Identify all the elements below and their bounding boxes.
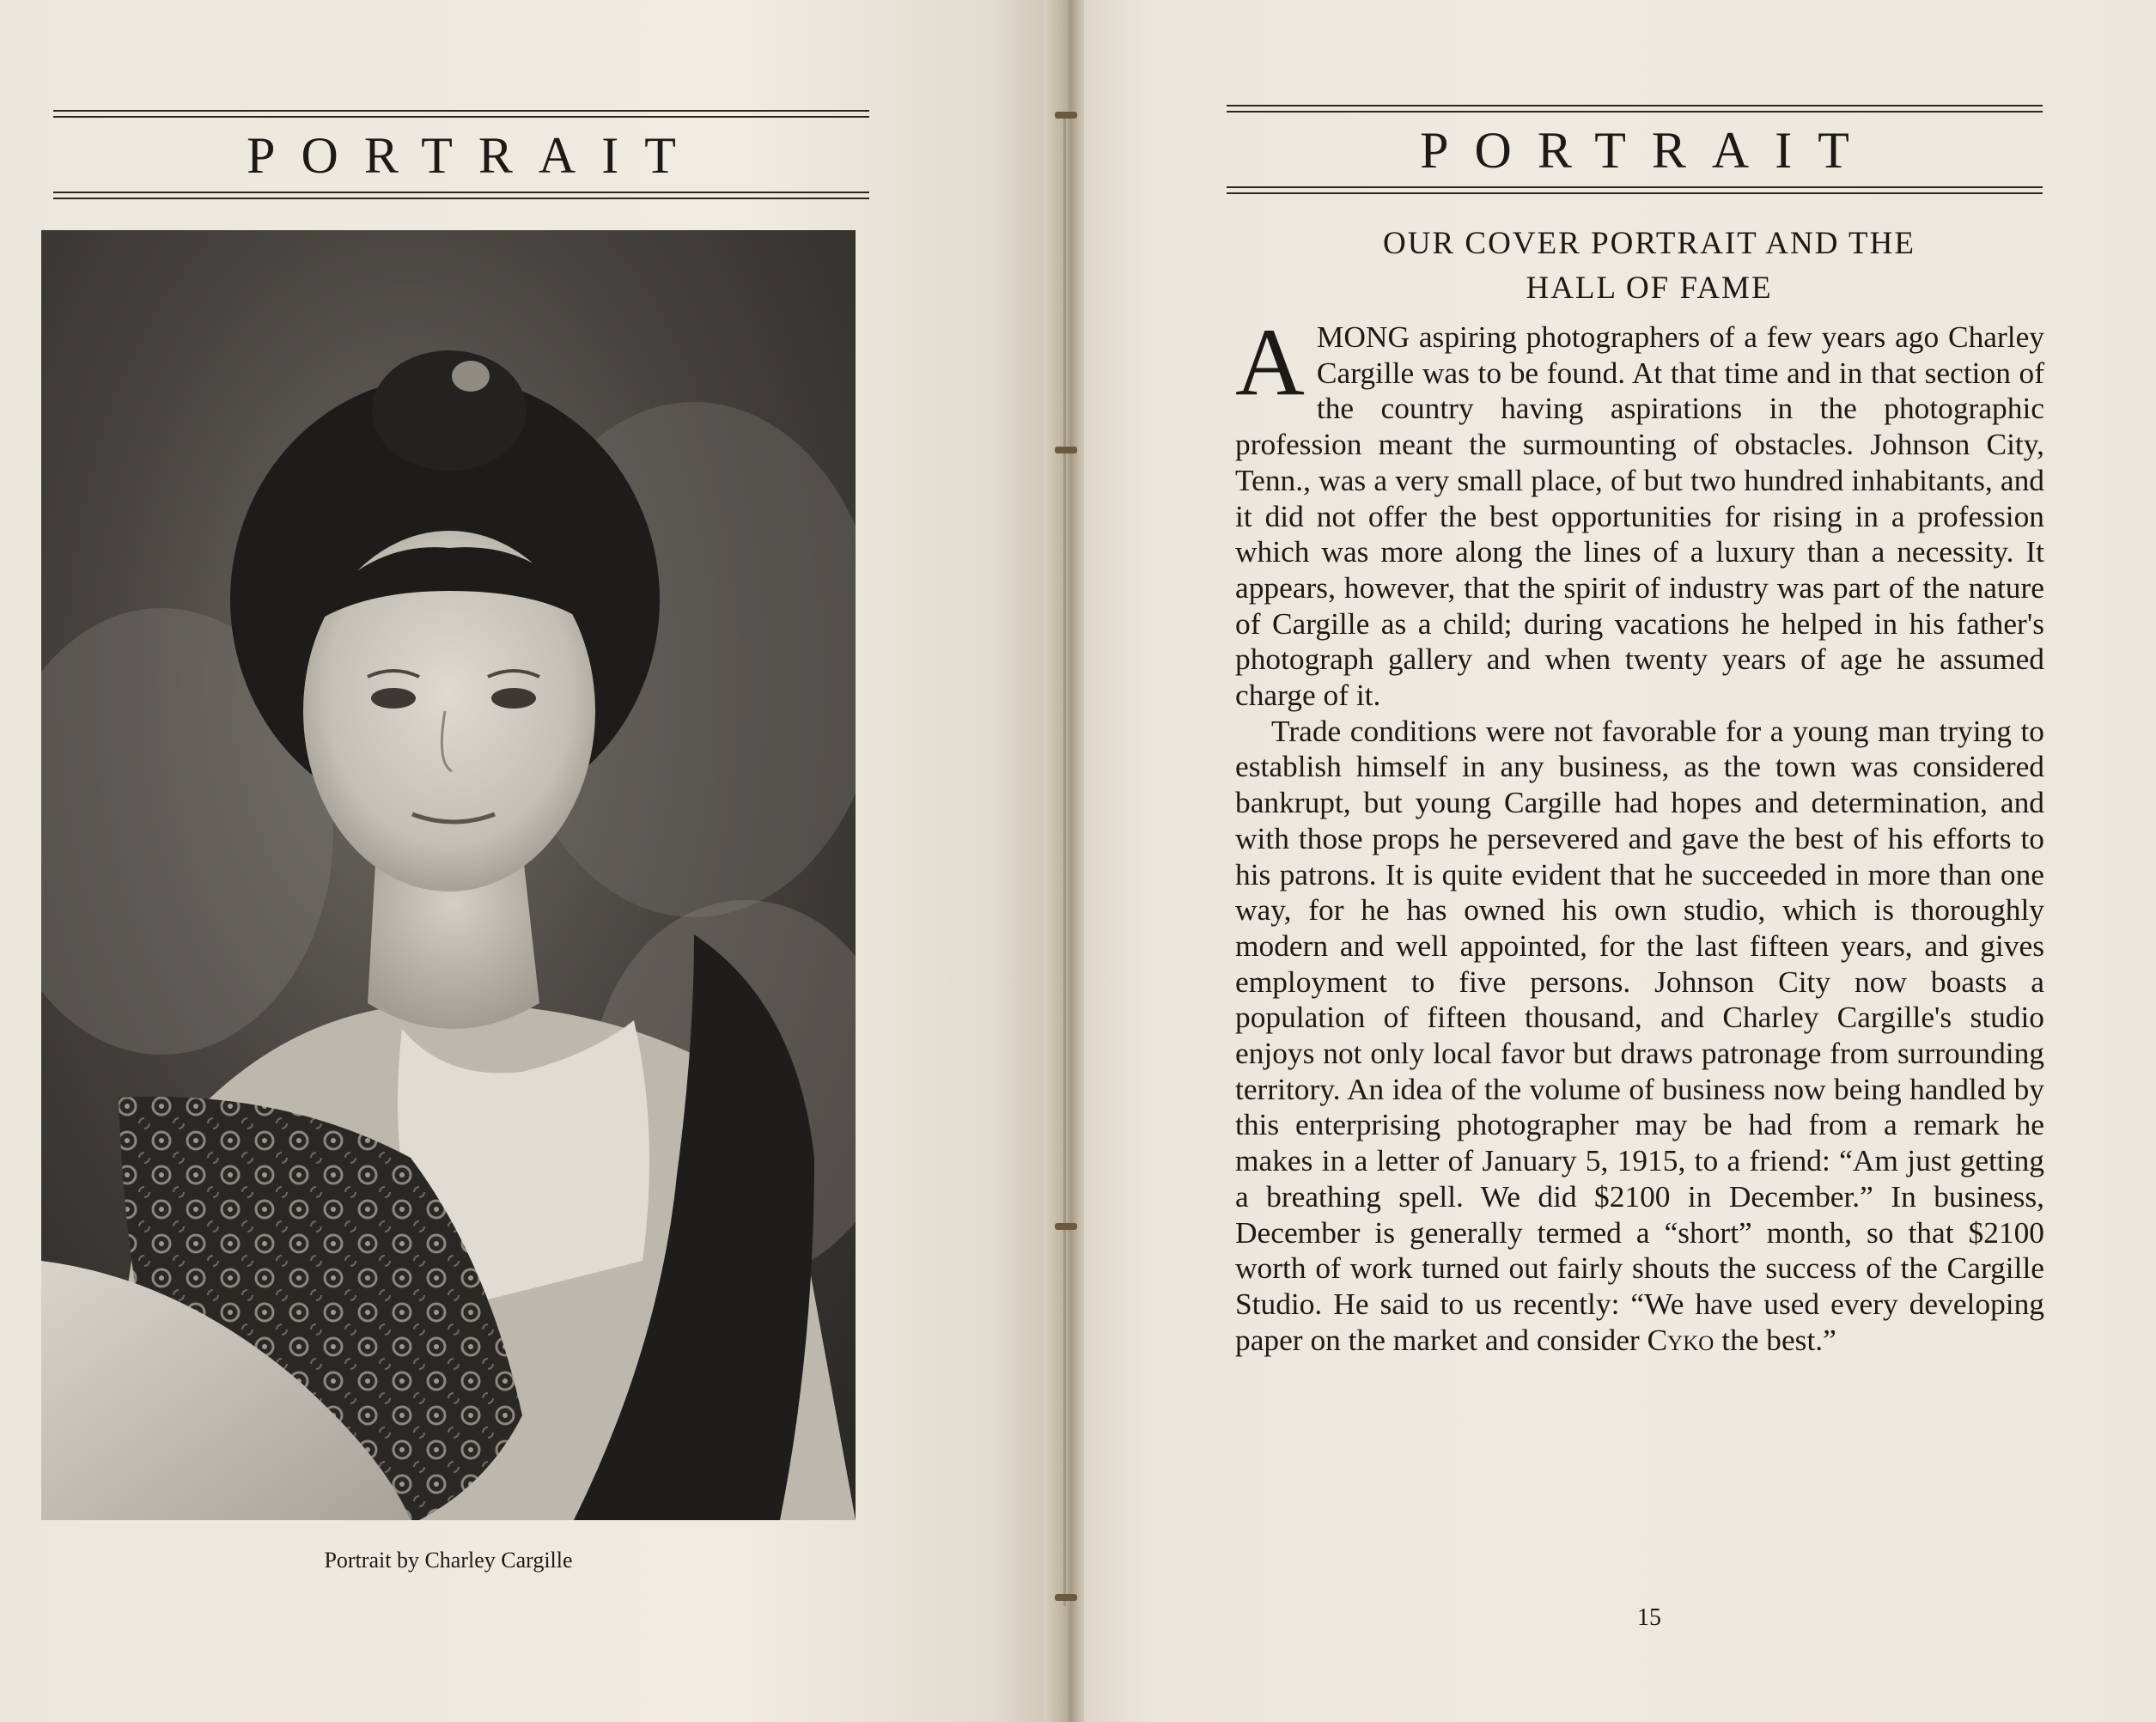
running-head-title: PORTRAIT bbox=[247, 127, 702, 184]
paragraph-2-text: Trade conditions were not favorable for a young man trying to establish himself in any business, as the town was considered bankrupt, but young Cargille had hopes and determination, and with those props he persevered and gave the best of his efforts to his patrons. It is quite evident that he succeeded in more than one way, for he has owned his own studio, which is thoroughly modern and well appointed, for the last fifteen years, and gives employment to five persons. Johnson City now boasts a population of fifteen thousand, and Charley Cargille's studio enjoys not only local favor but draws patronage from surrounding territory. An idea of the volume of business now being handled by this enterprising photographer may be had from a remark he makes in a letter of January 5, 1915, to a friend: “Am just getting a breathing spell. We did $2100 in December.” In business, December is generally termed a “short” month, so that $2100 worth of work turned out fairly shouts the success of the Cargille Studio. He said to us recently: “We have used every developing paper on the market and consider bbox=[1235, 713, 2044, 1357]
header-rule-top bbox=[53, 110, 869, 118]
binding-stitch bbox=[1055, 1594, 1077, 1601]
article-body bbox=[1235, 309, 2044, 1358]
paragraph-1 bbox=[1235, 309, 2044, 714]
header-rule-bottom bbox=[1227, 186, 2043, 194]
photo-caption: Portrait by Charley Cargille bbox=[324, 1548, 573, 1573]
article-heading-line2: HALL OF FAME bbox=[1526, 271, 1773, 306]
running-head-left bbox=[53, 110, 869, 199]
header-rule-top bbox=[1227, 105, 2043, 113]
article-heading bbox=[1220, 222, 2079, 311]
portrait-photograph bbox=[41, 230, 856, 1520]
lead-word: MONG bbox=[1316, 319, 1410, 354]
header-rule-bottom bbox=[53, 192, 869, 199]
paragraph-1-text: aspiring photographers of a few years ago Charley Cargille was to be found. At that time and in that section of the country having aspirations in the photographic profession meant the surmounting of obstacles. Johnson City, Tenn., was a very small place, of but two hundred inhabitants, and it did not offer the best opportunities for rising in a profession which was more along the lines of a luxury than a necessity. It appears, however, that the spirit of industry was part of the nature of Cargille as a child; during vacations he helped in his father's photograph gallery and when twenty years of age he assumed charge of it. bbox=[1235, 319, 2044, 713]
running-head-right bbox=[1227, 105, 2043, 194]
binding-stitch bbox=[1055, 112, 1077, 119]
binding-thread bbox=[1063, 112, 1066, 1606]
article-heading-line1: OUR COVER PORTRAIT AND THE bbox=[1383, 226, 1915, 261]
paragraph-2 bbox=[1235, 714, 2044, 1359]
binding-stitch bbox=[1055, 447, 1077, 453]
binding-stitch bbox=[1055, 1223, 1077, 1230]
portrait-illustration bbox=[41, 230, 856, 1520]
paragraph-2-end: the best.” bbox=[1714, 1322, 1836, 1357]
drop-cap: A bbox=[1235, 309, 1305, 416]
page-number: 15 bbox=[1637, 1604, 1661, 1631]
brand-name: Cyko bbox=[1647, 1322, 1714, 1357]
running-head-title: PORTRAIT bbox=[1420, 122, 1875, 179]
left-page bbox=[0, 0, 1065, 1722]
